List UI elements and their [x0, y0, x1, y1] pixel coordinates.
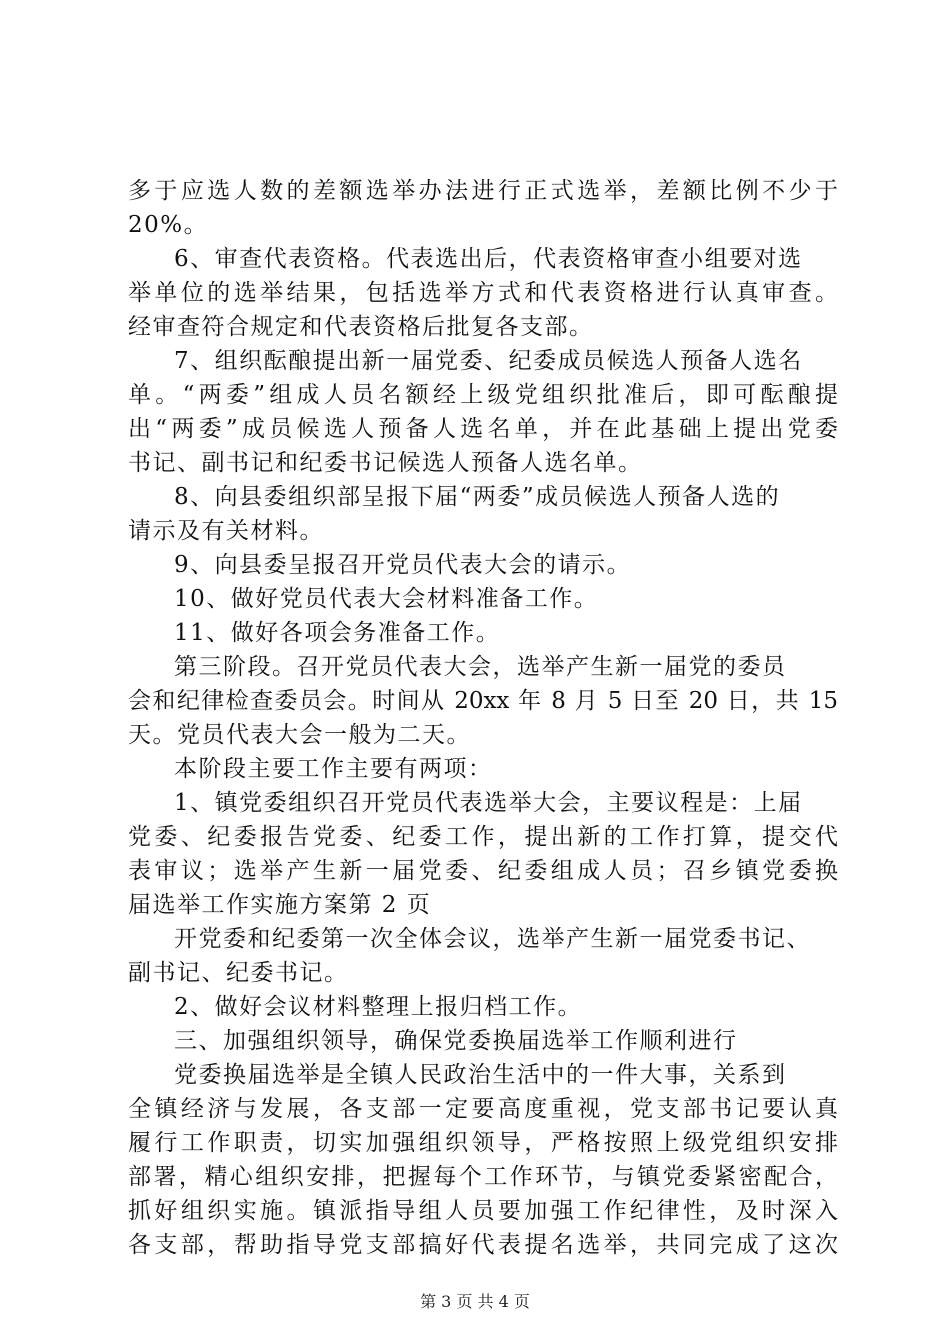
text-line: 11、做好各项会务准备工作。: [174, 620, 501, 646]
text-line: 会和纪律检查委员会。时间从 20xx 年 8 月 5 日至 20 日，共 15: [128, 688, 838, 714]
text-line: 9、向县委呈报召开党员代表大会的请示。: [174, 552, 632, 578]
text-line: 经审查符合规定和代表资格后批复各支部。: [128, 314, 594, 340]
text-line: 请示及有关材料。: [128, 518, 324, 544]
text-line: 出“两委”成员候选人预备人选名单，并在此基础上提出党委: [128, 416, 838, 442]
page-number-footer: 第 3 页 共 4 页: [420, 1292, 530, 1311]
text-line: 书记、副书记和纪委书记候选人预备人选名单。: [128, 450, 643, 476]
text-line: 举单位的选举结果，包括选举方式和代表资格进行认真审查。: [128, 280, 838, 306]
text-line: 履行工作职责，切实加强组织领导，严格按照上级党组织安排: [128, 1130, 838, 1156]
text-line: 第三阶段。召开党员代表大会，选举产生新一届党的委员: [174, 654, 787, 680]
section-heading: 三、加强组织领导，确保党委换届选举工作顺利进行: [174, 1028, 738, 1054]
text-line: 天。党员代表大会一般为二天。: [128, 722, 471, 748]
text-line: 20%。: [128, 212, 209, 238]
text-line: 7、组织酝酿提出新一届党委、纪委成员候选人预备人选名: [174, 348, 803, 374]
text-line: 全镇经济与发展，各支部一定要高度重视，党支部书记要认真: [128, 1096, 838, 1122]
body-text: [128, 174, 838, 1262]
text-line: 本阶段主要工作主要有两项：: [174, 756, 493, 782]
text-line: 10、做好党员代表大会材料准备工作。: [174, 586, 599, 612]
text-line: 开党委和纪委第一次全体会议，选举产生新一届党委书记、: [174, 926, 811, 952]
text-line: 届选举工作实施方案第 2 页: [128, 892, 432, 918]
text-line: 6、审查代表资格。代表选出后，代表资格审查小组要对选: [174, 246, 803, 272]
text-line: 党委、纪委报告党委、纪委工作，提出新的工作打算，提交代: [128, 824, 838, 850]
text-line: 抓好组织实施。镇派指导组人员要加强工作纪律性，及时深入: [128, 1198, 838, 1224]
text-line: 单。“两委”组成人员名额经上级党组织批准后，即可酝酿提: [128, 382, 838, 408]
text-line: 2、做好会议材料整理上报归档工作。: [174, 994, 583, 1020]
text-line: 表审议；选举产生新一届党委、纪委组成人员；召乡镇党委换: [128, 858, 838, 884]
text-line: 各支部，帮助指导党支部搞好代表提名选举，共同完成了这次: [128, 1232, 838, 1258]
text-line: 多于应选人数的差额选举办法进行正式选举，差额比例不少于: [128, 178, 838, 204]
text-line: 1、镇党委组织召开党员代表选举大会，主要议程是：上届: [174, 790, 803, 816]
text-line: 8、向县委组织部呈报下届“两委”成员候选人预备人选的: [174, 484, 781, 510]
text-line: 副书记、纪委书记。: [128, 960, 349, 986]
text-line: 党委换届选举是全镇人民政治生活中的一件大事，关系到: [174, 1062, 787, 1088]
text-line: 部署，精心组织安排，把握每个工作环节，与镇党委紧密配合，: [128, 1164, 838, 1190]
